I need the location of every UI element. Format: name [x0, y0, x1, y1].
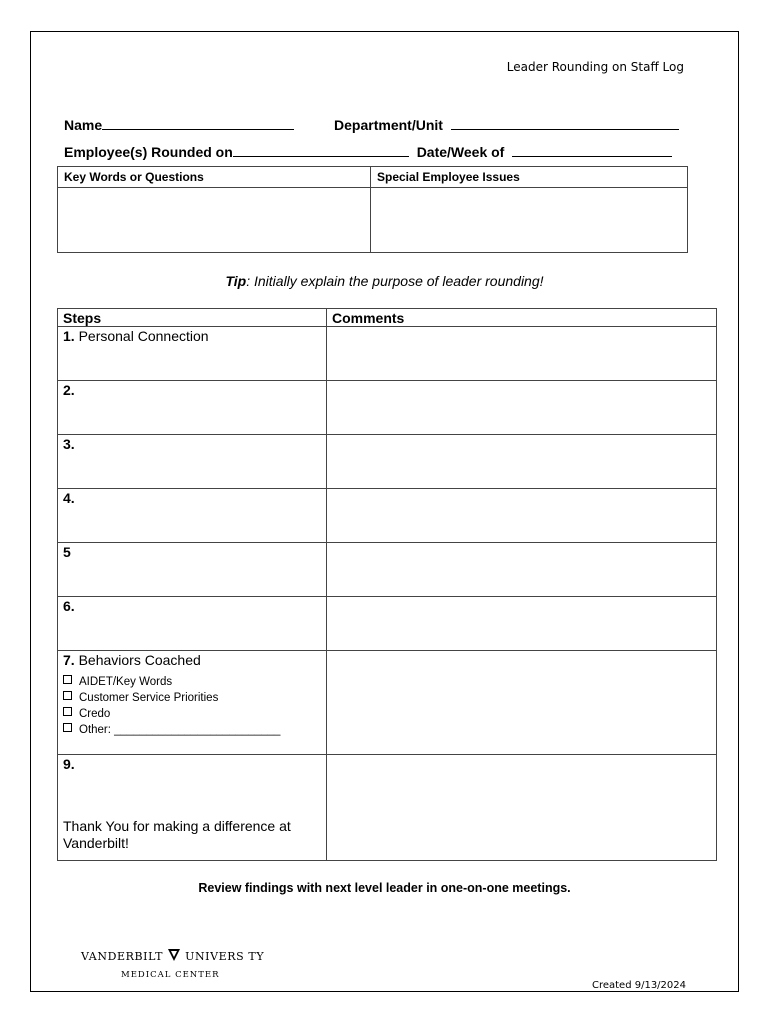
checklist-label: Other: __________________________ [79, 724, 281, 736]
step-6 [58, 597, 327, 651]
step-5 [58, 543, 327, 597]
checklist-label: Customer Service Priorities [79, 692, 219, 704]
checkbox-icon[interactable] [63, 691, 72, 700]
step-number: 9. [63, 756, 75, 772]
step-number: 7. [63, 652, 75, 668]
step-2 [58, 381, 327, 435]
name-field[interactable] [102, 117, 294, 130]
comment-cell-7[interactable] [327, 651, 717, 755]
comment-cell-5[interactable] [327, 543, 717, 597]
review-note: Review findings with next level leader in one-on-one meetings. [198, 881, 571, 895]
step-text: Behaviors Coached [74, 652, 201, 668]
checkbox-icon[interactable] [63, 723, 72, 732]
checklist-item[interactable] [63, 690, 321, 706]
thank-you-note: Thank You for making a difference at Vanderbilt! [63, 818, 291, 851]
checklist-item[interactable] [63, 722, 321, 738]
comment-cell-2[interactable] [327, 381, 717, 435]
department-label: Department/Unit [334, 117, 443, 133]
step-number: 2. [63, 382, 75, 398]
checklist-label: Credo [79, 708, 111, 720]
key-words-header: Key Words or Questions [58, 167, 371, 188]
key-words-cell[interactable] [58, 188, 371, 253]
document-title: Leader Rounding on Staff Log [506, 60, 684, 74]
step-number: 6. [63, 598, 75, 614]
comment-cell-3[interactable] [327, 435, 717, 489]
comment-cell-1[interactable] [327, 327, 717, 381]
step-3 [58, 435, 327, 489]
tip-label: Tip [225, 273, 247, 289]
step-number: 4. [63, 490, 75, 506]
oak-leaf-v-icon [167, 948, 181, 965]
employee-issues-header: Special Employee Issues [371, 167, 688, 188]
logo-text-left: VANDERBILT [81, 950, 164, 963]
comments-header: Comments [327, 309, 717, 327]
checklist-item[interactable] [63, 706, 321, 722]
employees-label: Employee(s) Rounded on [64, 144, 233, 160]
created-date: Created 9/13/2024 [591, 980, 686, 991]
logo-subtitle: MEDICAL CENTER [121, 970, 220, 980]
employees-date-row [64, 144, 672, 160]
employee-issues-cell[interactable] [371, 188, 688, 253]
step-1 [58, 327, 327, 381]
date-label: Date/Week of [416, 144, 505, 160]
checkbox-icon[interactable] [63, 675, 72, 684]
checkbox-icon[interactable] [63, 707, 72, 716]
checklist-item[interactable] [63, 674, 321, 690]
step-number: 1. [63, 328, 75, 344]
tip-text [31, 273, 738, 289]
issues-table [57, 166, 688, 253]
step-4 [58, 489, 327, 543]
steps-header: Steps [58, 309, 327, 327]
logo-text-right: UNIVERS TY [185, 950, 265, 963]
checklist-label: AIDET/Key Words [79, 676, 173, 688]
step-number: 3. [63, 436, 75, 452]
name-label: Name [64, 117, 103, 133]
step-9 [58, 755, 327, 861]
name-department-row [64, 117, 679, 133]
step-7 [58, 651, 327, 755]
comment-cell-4[interactable] [327, 489, 717, 543]
tip-body: : Initially explain the purpose of leader rounding! [246, 273, 544, 289]
comment-cell-9[interactable] [327, 755, 717, 861]
step-text: Personal Connection [74, 328, 209, 344]
vanderbilt-logo [81, 948, 264, 980]
department-field[interactable] [451, 117, 679, 130]
date-field[interactable] [512, 144, 672, 157]
employees-field[interactable] [233, 144, 409, 157]
comment-cell-6[interactable] [327, 597, 717, 651]
behaviors-checklist [63, 674, 321, 738]
form-page [30, 31, 739, 992]
step-number: 5 [63, 544, 71, 560]
steps-table [57, 308, 717, 861]
